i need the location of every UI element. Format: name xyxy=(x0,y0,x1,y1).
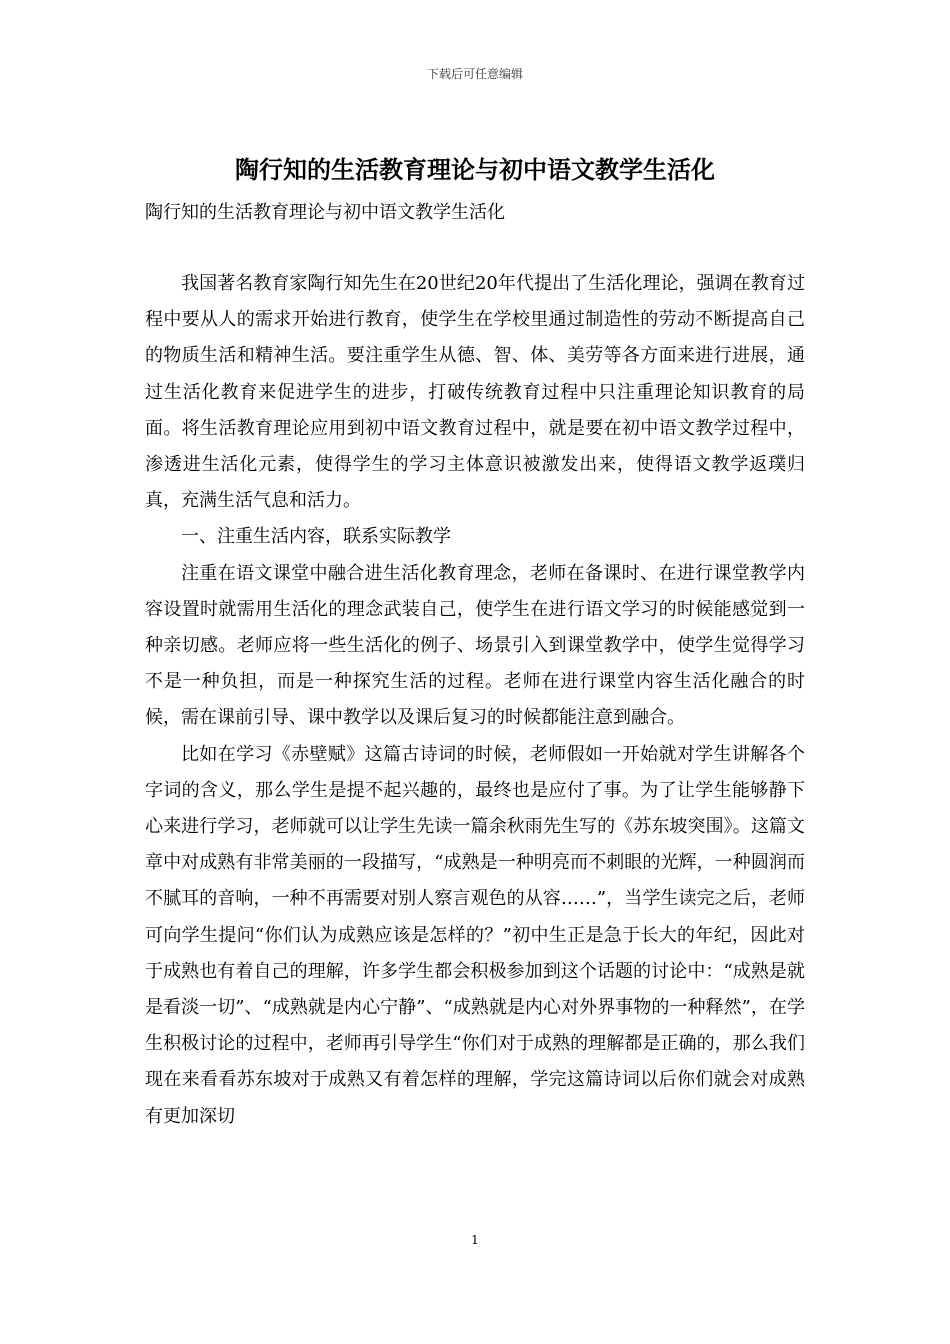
body-paragraph-intro: 我国著名教育家陶行知先生在20世纪20年代提出了生活化理论，强调在教育过程中要从人的需求开始进行教育，使学生在学校里通过制造性的劳动不断提高自己的物质生活和精神生活。要注重学生从德、智、体、美劳等各方面来进行进展，通过生活化教育来促进学生的进步，打破传统教育过程中只注重理论知识教育的局面。将生活教育理论应用到初中语文教育过程中，就是要在初中语文教学过程中，渗透进生活化元素，使得学生的学习主体意识被激发出来，使得语文教学返璞归真，充满生活气息和活力。 xyxy=(145,273,805,512)
section-heading: 一、注重生活内容，联系实际教学 xyxy=(181,526,451,548)
document-title: 陶行知的生活教育理论与初中语文教学生活化 xyxy=(235,155,715,184)
page-number: 1 xyxy=(471,1233,479,1247)
page-header: 下载后可任意编辑 xyxy=(426,67,523,81)
body-paragraph-example: 比如在学习《赤壁赋》这篇古诗词的时候，老师假如一开始就对学生讲解各个字词的含义，那么学生是提不起兴趣的，最终也是应付了事。为了让学生能够静下心来进行学习，老师就可以让学生先读一篇余秋雨先生写的《苏东坡突围》。这篇文章中对成熟有非常美丽的一段描写，“成熟是一种明亮而不刺眼的光辉，一种圆润而不腻耳的音响，一种不再需要对别人察言观色的从容……”，当学生读完之后，老师可向学生提问“你们认为成熟应该是怎样的？”初中生正是急于长大的年纪，因此对于成熟也有着自己的理解，许多学生都会积极参加到这个话题的讨论中：“成熟是就是看淡一切”、“成熟就是内心宁静”、“成熟就是内心对外界事物的一种释然”，在学生积极讨论的过程中，老师再引导学生“你们对于成熟的理解都是正确的，那么我们现在来看看苏东坡对于成熟又有着怎样的理解，学完这篇诗词以后你们就会对成熟有更加深切 xyxy=(145,743,805,1127)
body-paragraph: 注重在语文课堂中融合进生活化教育理念，老师在备课时、在进行课堂教学内容设置时就需用生活化的理念武装自己，使学生在进行语文学习的时候能感觉到一种亲切感。老师应将一些生活化的例子、场景引入到课堂教学中，使学生觉得学习不是一种负担，而是一种探究生活的过程。老师在进行课堂内容生活化融合的时候，需在课前引导、课中教学以及课后复习的时候都能注意到融合。 xyxy=(145,562,805,729)
document-body xyxy=(145,266,805,1135)
document-subtitle: 陶行知的生活教育理论与初中语文教学生活化 xyxy=(145,202,505,223)
